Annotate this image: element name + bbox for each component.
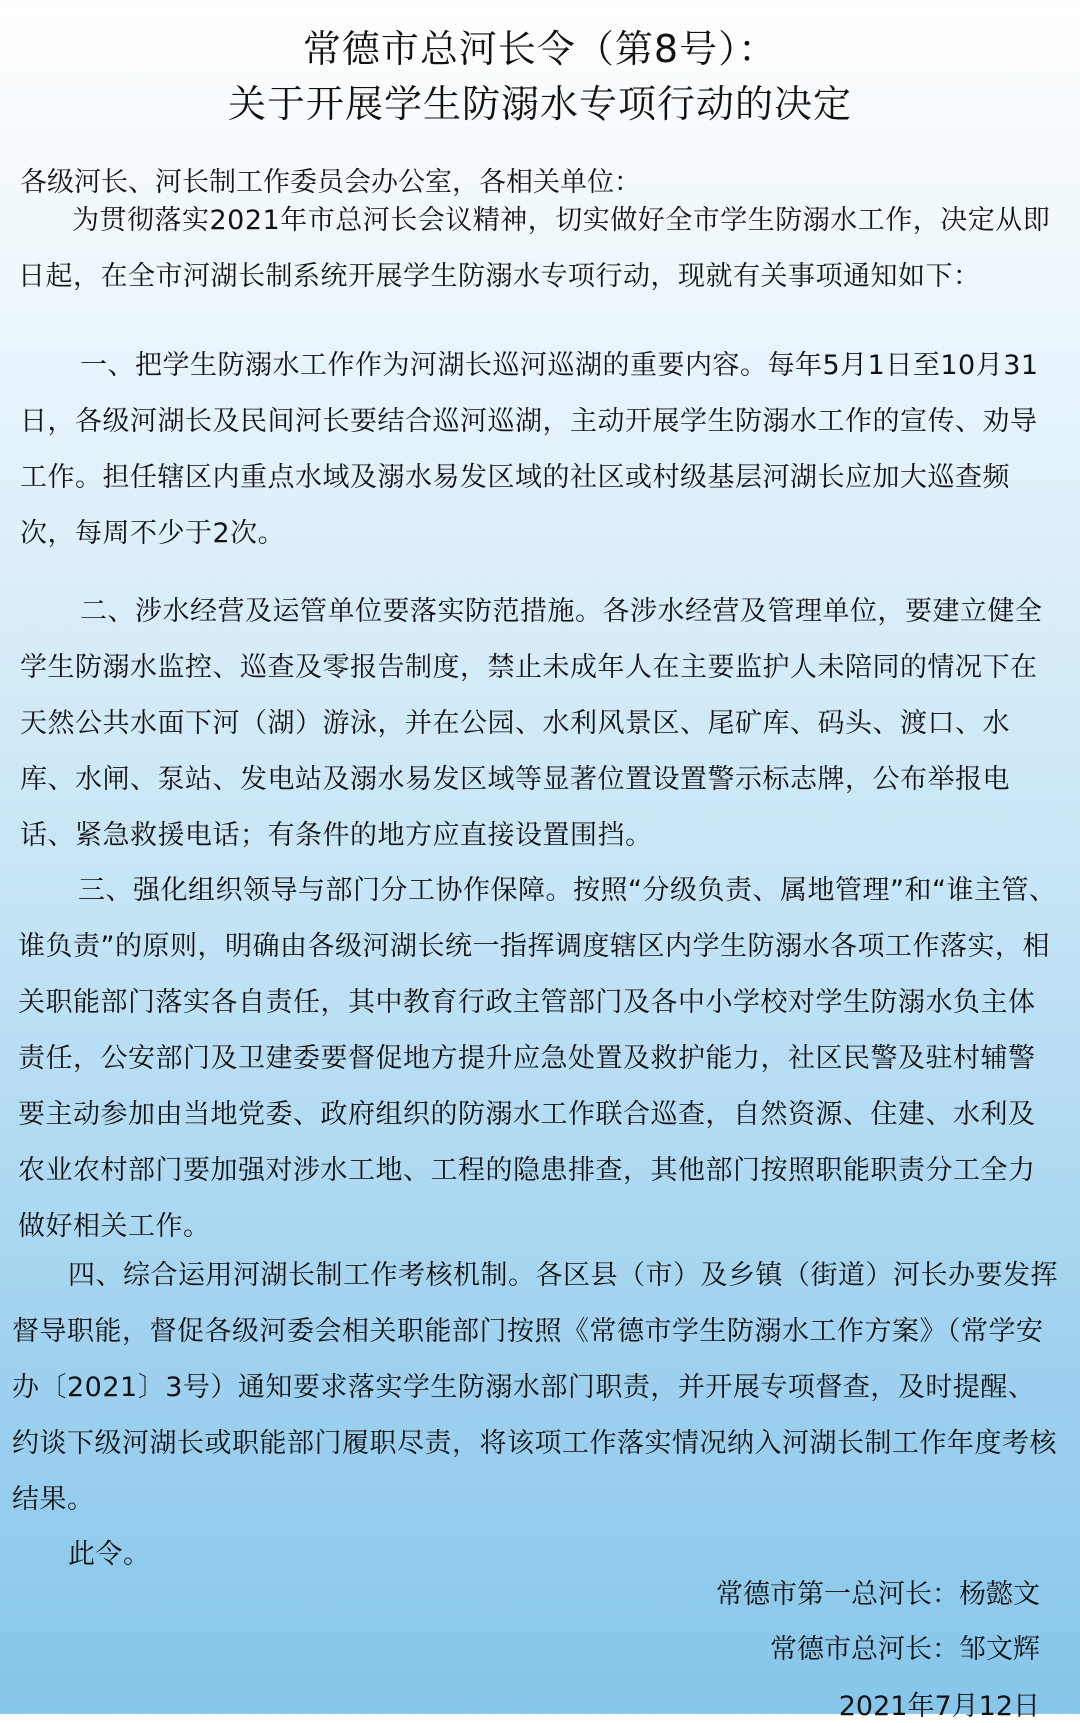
signature-chief: 常德市总河长：邹文辉	[770, 1634, 1040, 1665]
document-title	[0, 0, 1080, 132]
closing-paragraph: 此令。	[68, 1539, 151, 1570]
document-date: 2021年7月12日	[838, 1691, 1040, 1722]
title-line-2: 关于开展学生防溺水专项行动的决定	[227, 82, 852, 126]
signature-first-chief: 常德市第一总河长：杨懿文	[716, 1579, 1040, 1610]
item-one-paragraph: 一、把学生防溺水工作作为河湖长巡河巡湖的重要内容。每年5月1日至10月31日，各级河湖长及民间河长要结合巡河巡湖，主动开展学生防溺水工作的宣传、劝导工作。担任辖区内重点水域及溺水易发区域的社区或村级基层河湖长应加大巡查频次，每周不少于2次。	[20, 350, 1039, 549]
intro-paragraph: 为贯彻落实2021年市总河长会议精神，切实做好全市学生防溺水工作，决定从即日起，在全市河湖长制系统开展学生防溺水专项行动，现就有关事项通知如下：	[18, 205, 1051, 292]
item-three-paragraph: 三、强化组织领导与部门分工协作保障。按照“分级负责、属地管理”和“谁主管、谁负责”的原则，明确由各级河湖长统一指挥调度辖区内学生防溺水各项工作落实，相关职能部门落实各自责任，其中教育行政主管部门及各中小学校对学生防溺水负主体责任，公安部门及卫建委要督促地方提升应急处置及救护能力，社区民警及驻村辅警要主动参加由当地党委、政府组织的防溺水工作联合巡查，自然资源、住建、水利及农业农村部门要加强对涉水工地、工程的隐患排查，其他部门按照职能职责分工全力做好相关工作。	[18, 875, 1057, 1242]
salutation: 各级河长、河长制工作委员会办公室，各相关单位：	[20, 167, 641, 198]
item-two-paragraph: 二、涉水经营及运管单位要落实防范措施。各涉水经营及管理单位，要建立健全学生防溺水监控、巡查及零报告制度，禁止未成年人在主要监护人未陪同的情况下在天然公共水面下河（湖）游泳，并在公园、水利风景区、尾矿库、码头、渡口、水库、水闸、泵站、发电站及溺水易发区域等显著位置设置警示标志牌，公布举报电话、紧急救援电话；有条件的地方应直接设置围挡。	[20, 596, 1043, 851]
item-four-paragraph: 四、综合运用河湖长制工作考核机制。各区县（市）及乡镇（街道）河长办要发挥督导职能，督促各级河委会相关职能部门按照《常德市学生防溺水工作方案》（常学安办〔2021〕3号）通知要求落实学生防溺水部门职责，并开展专项督查，及时提醒、约谈下级河湖长或职能部门履职尽责，将该项工作落实情况纳入河湖长制工作年度考核结果。	[12, 1260, 1058, 1515]
title-line-1: 常德市总河长令（第8号）：	[302, 27, 778, 71]
